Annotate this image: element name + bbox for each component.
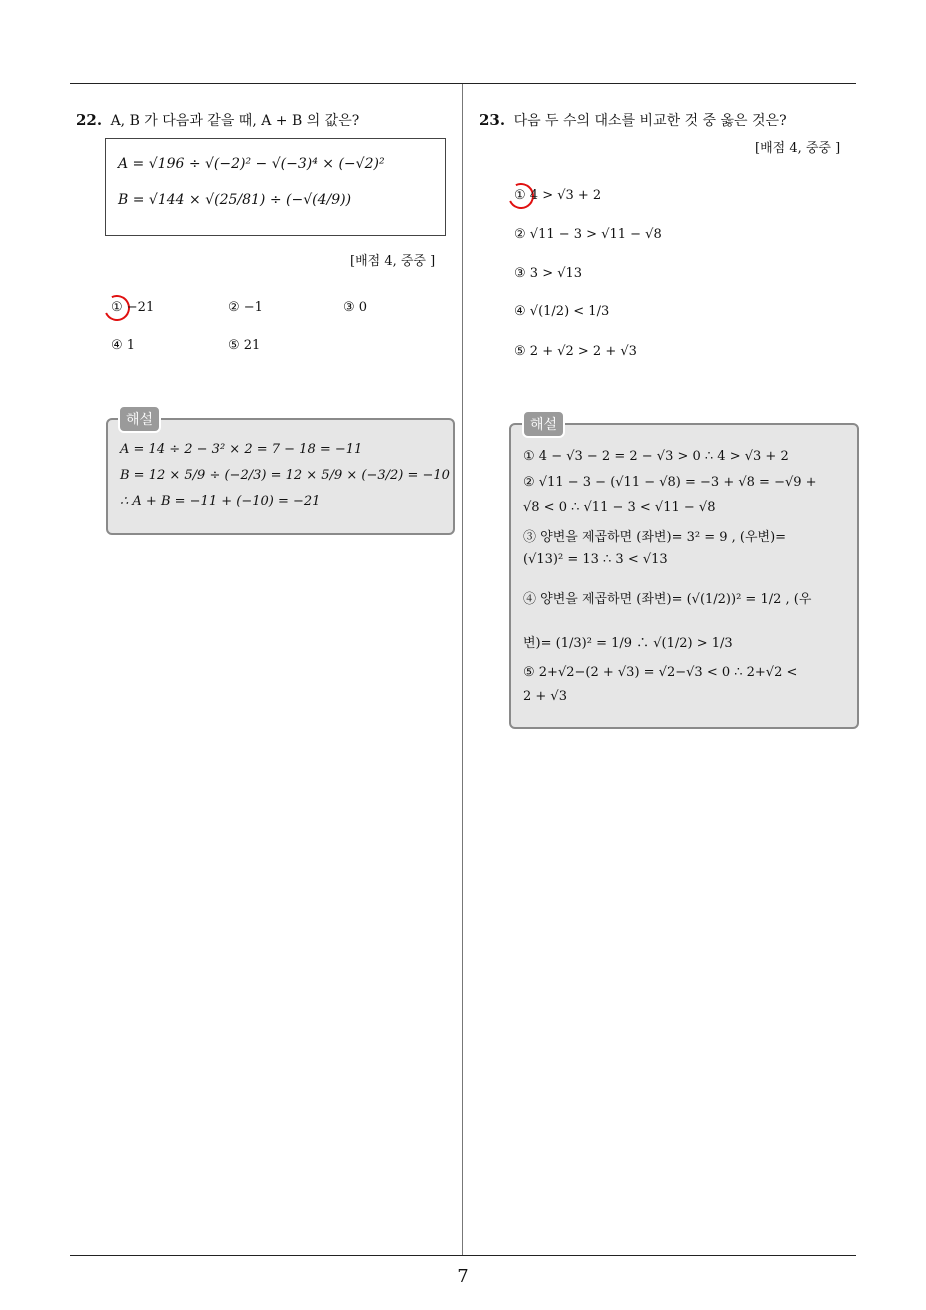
top-rule <box>70 83 856 84</box>
q22-solution-line-2: B = 12 × 5/9 ÷ (−2/3) = 12 × 5/9 × (−3/2) = −10 <box>120 468 450 483</box>
q22-solution-line-1: A = 14 ÷ 2 − 3² × 2 = 7 − 18 = −11 <box>120 442 363 457</box>
q23-title <box>479 110 787 130</box>
q23-solution-tag: 해설 <box>522 410 565 438</box>
q23-solution-line-3: √8 < 0 ∴ √11 − 3 < √11 − √8 <box>523 500 716 515</box>
q22-solution-line-3: ∴ A + B = −11 + (−10) = −21 <box>120 494 321 509</box>
q22-choice-2[interactable]: ② −1 <box>228 300 263 315</box>
q22-choice-1[interactable]: ① −21 <box>111 300 155 315</box>
q22-choice-5[interactable]: ⑤ 21 <box>228 338 261 353</box>
q23-solution-line-1: ① 4 − √3 − 2 = 2 − √3 > 0 ∴ 4 > √3 + 2 <box>523 449 789 464</box>
q23-choice-3[interactable]: ③ 3 > √13 <box>514 266 583 281</box>
q22-meta: [배점 4, 중중 ] <box>350 254 436 269</box>
q23-meta: [배점 4, 중중 ] <box>755 141 841 156</box>
bottom-rule <box>70 1255 856 1256</box>
q23-solution-line-5: (√13)² = 13 ∴ 3 < √13 <box>523 552 668 567</box>
q22-formula-box <box>105 138 446 236</box>
q22-number: 22. <box>76 111 103 129</box>
q23-solution-line-7: 변)= (1/3)² = 1/9 ∴ √(1/2) > 1/3 <box>523 636 733 651</box>
page-number: 7 <box>457 1266 469 1287</box>
q22-solution-box <box>106 418 455 535</box>
q23-number: 23. <box>479 111 506 129</box>
q22-formula-b: B = √144 × √(25/81) ÷ (−√(4/9)) <box>118 192 352 208</box>
q22-choice-3[interactable]: ③ 0 <box>343 300 368 315</box>
q23-solution-line-8: ⑤ 2+√2−(2 + √3) = √2−√3 < 0 ∴ 2+√2 < <box>523 665 798 680</box>
q23-prompt: 다음 두 수의 대소를 비교한 것 중 옳은 것은? <box>513 113 787 129</box>
q23-choice-2[interactable]: ② √11 − 3 > √11 − √8 <box>514 227 662 242</box>
column-divider <box>462 84 463 1256</box>
q23-solution-line-2: ② √11 − 3 − (√11 − √8) = −3 + √8 = −√9 + <box>523 475 817 490</box>
q23-choice-4[interactable]: ④ √(1/2) < 1/3 <box>514 304 610 319</box>
q22-title <box>76 110 359 130</box>
q23-solution-line-6: ④ 양변을 제곱하면 (좌변)= (√(1/2))² = 1/2 , (우 <box>523 592 812 607</box>
q23-solution-line-9: 2 + √3 <box>523 689 567 704</box>
q23-choice-1[interactable]: ① 4 > √3 + 2 <box>514 188 602 203</box>
q22-solution-tag: 해설 <box>118 405 161 433</box>
q23-solution-line-4: ③ 양변을 제곱하면 (좌변)= 3² = 9 , (우변)= <box>523 530 787 545</box>
q22-prompt: A, B 가 다음과 같을 때, A + B 의 값은? <box>110 113 360 129</box>
q23-choice-5[interactable]: ⑤ 2 + √2 > 2 + √3 <box>514 344 637 359</box>
q23-solution-box <box>509 423 859 729</box>
q22-formula-a: A = √196 ÷ √(−2)² − √(−3)⁴ × (−√2)² <box>118 156 385 172</box>
q22-choice-4[interactable]: ④ 1 <box>111 338 136 353</box>
